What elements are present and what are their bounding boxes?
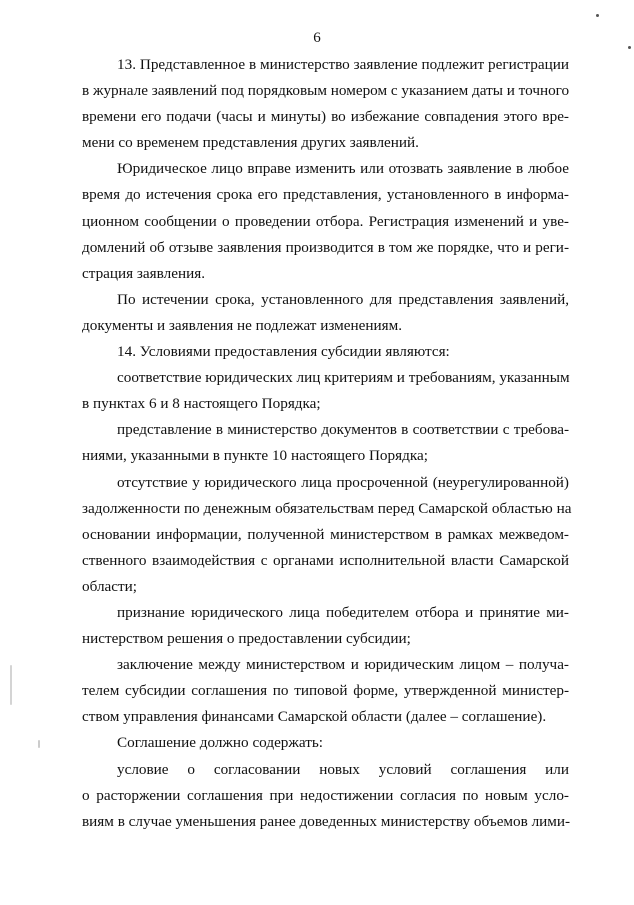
text-line: основании информации, полученной министерством в рамках межведом- [82,525,569,543]
text-line: страция заявления. [82,264,205,282]
text-line: ционном сообщении о проведении отбора. Регистрация изменений и уве- [82,212,569,230]
text-line: нистерством решения о предоставлении субсидии; [82,630,411,648]
text-line: По истечении срока, установленного для представления заявлений, [117,290,569,308]
text-line: соответствие юридических лиц критериям и требованиям, указанным [117,369,570,387]
text-line: в журнале заявлений под порядковым номером с указанием даты и точного [82,82,570,100]
scan-speck [596,14,599,17]
text-line: в пунктах 6 и 8 настоящего Порядка; [82,395,321,413]
text-line: времени его подачи (часы и минуты) во избежание совпадения этого вре- [82,108,569,126]
text-line: ниями, указанными в пункте 10 настоящего Порядка; [82,447,428,465]
text-line: 14. Условиями предоставления субсидии являются: [117,343,450,361]
text-line: Соглашение должно содержать: [117,734,324,752]
text-line: документы и заявления не подлежат изменениям. [82,316,403,334]
text-line: области; [82,577,137,595]
text-line: заключение между министерством и юридическим лицом – получа- [117,656,569,674]
text-line: признание юридического лица победителем отбора и принятие ми- [117,603,569,621]
scan-speck [628,46,631,49]
text-line: о расторжении соглашения при недостижении согласия по новым усло- [82,786,569,804]
text-line: мени со временем представления других заявлений. [82,134,419,152]
text-line: Юридическое лицо вправе изменить или отозвать заявление в любое [117,160,569,178]
text-line: телем субсидии соглашения по типовой форме, утвержденной министер- [82,682,569,700]
text-line: виям в случае уменьшения ранее доведенных министерству объемов лими- [82,812,571,830]
text-line: ством управления финансами Самарской области (далее – соглашение). [82,708,547,726]
scan-speck [10,665,12,705]
page-number: 6 [313,30,321,46]
text-line: ственного взаимодействия с органами исполнительной власти Самарской [82,551,569,569]
document-text [82,52,572,835]
text-line: представление в министерство документов в соответствии с требова- [117,421,569,439]
text-line: отсутствие у юридического лица просроченной (неурегулированной) [117,473,569,491]
text-line: 13. Представленное в министерство заявление подлежит регистрации [117,56,569,73]
text-line: домлений об отзыве заявления производится в том же порядке, что и реги- [82,238,569,256]
text-line: задолженности по денежным обязательствам перед Самарской областью на [82,499,572,517]
text-line: время до истечения срока его представления, установленного в информа- [82,186,569,204]
text-line: условие о согласовании новых условий соглашения или [117,760,569,778]
scan-speck [38,740,40,748]
